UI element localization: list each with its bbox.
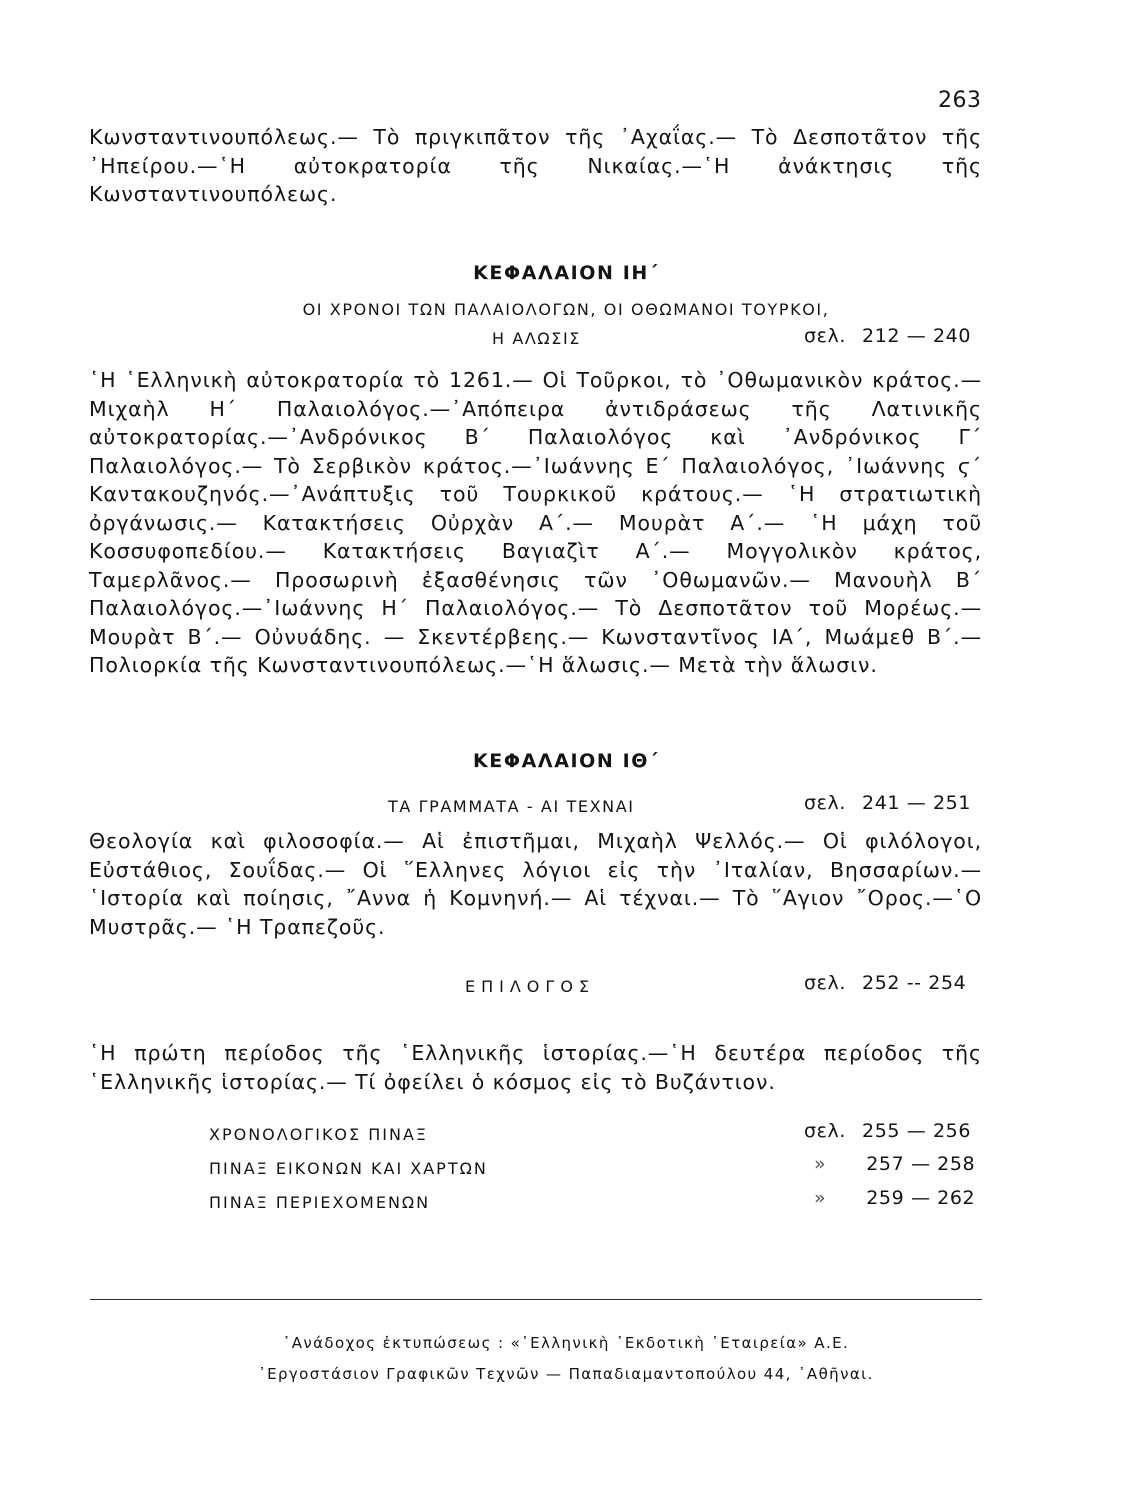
page-number: 263 <box>938 88 982 113</box>
footer-line-1: ᾿Ανάδοχος ἐκτυπώσεως : «῾Ελληνικὴ ᾿Εκδοτικὴ ῾Εταιρεία» Α.Ε. <box>282 1334 850 1352</box>
chapter-18-body-block <box>89 366 982 680</box>
table-row-chronological-page-range: 255 — 256 <box>862 1120 972 1142</box>
chapter-19-page-ref <box>804 792 971 814</box>
table-row-images-page-range: 257 — 258 <box>866 1153 976 1175</box>
footer-line-2: ᾿Εργοστάσιον Γραφικῶν Τεχνῶν — Παπαδιαμαντοπούλου 44, ᾿Αθῆναι. <box>258 1365 874 1383</box>
table-row-contents-page-label: » <box>814 1187 827 1209</box>
chapter-19-page-label: σελ. <box>804 792 846 814</box>
chapter-19-body: Θεολογία καὶ φιλοσοφία.— Αἱ ἐπιστῆμαι, Μιχαὴλ Ψελλός.— Οἱ φιλόλογοι, Εὐστάθιος, Σουΐδας.— Οἱ ῞Ελληνες λόγιοι εἰς τὴν ᾿Ιταλίαν, Βησσαρίων.—῾Ιστορία καὶ ποίησις, ῎Αννα ἡ Κομνηνή.— Αἱ τέχναι.— Τὸ ῞Αγιον ῎Ορος.—῾Ο Μυστρᾶς.— ῾Η Τραπεζοῦς. <box>89 829 982 939</box>
epilogue-page-ref <box>804 972 966 994</box>
chapter-18-subtitle-line2: Η ΑΛΩΣΙΣ <box>492 329 581 348</box>
chapter-19-title: ΚΕΦΑΛΑΙΟΝ ΙΘ΄ <box>472 750 660 772</box>
table-row-contents-label: ΠΙΝΑΞ ΠΕΡΙΕΧΟΜΕΝΩΝ <box>209 1193 431 1212</box>
chapter-19-body-block <box>89 827 982 941</box>
table-row-chronological-ref <box>804 1120 971 1142</box>
chapter-18-subtitle-line1: ΟΙ ΧΡΟΝΟΙ ΤΩΝ ΠΑΛΑΙΟΛΟΓΩΝ, ΟΙ ΟΘΩΜΑΝΟΙ ΤΟΥΡΚΟΙ, <box>302 300 830 319</box>
table-row-chronological-page-label: σελ. <box>804 1120 846 1142</box>
chapter-18-page-ref <box>804 325 971 347</box>
epilogue-page-range: 252 -- 254 <box>862 972 967 994</box>
epilogue-page-label: σελ. <box>804 972 846 994</box>
epilogue-body-block <box>89 1039 982 1096</box>
chapter-18-body: ῾Η ῾Ελληνικὴ αὐτοκρατορία τὸ 1261.— Οἱ Τοῦρκοι, τὸ ᾿Οθωμανικὸν κράτος.— Μιχαὴλ Η΄ Παλαιολόγος.—᾿Απόπειρα ἀντιδράσεως τῆς Λατινικῆς αὐτοκρατορίας.—᾿Ανδρόνικος Β΄ Παλαιολόγος καὶ ᾿Ανδρόνικος Γ΄ Παλαιολόγος.— Τὸ Σερβικὸν κράτος.—᾿Ιωάννης Ε΄ Παλαιολόγος, ᾿Ιωάννης ϛ΄ Καντακουζηνός.—᾿Ανάπτυξις τοῦ Τουρκικοῦ κράτους.— ῾Η στρατιωτικὴ ὀργάνωσις.— Κατακτήσεις Οὐρχὰν Α΄.— Μουρὰτ Α΄.— ῾Η μάχη τοῦ Κοσσυφοπεδίου.— Κατακτήσεις Βαγιαζὶτ Α΄.— Μογγολικὸν κράτος, Ταμερλᾶνος.— Προσωρινὴ ἐξασθένησις τῶν ᾿Οθωμανῶν.— Μανουὴλ Β΄ Παλαιολόγος.—᾿Ιωάννης Η΄ Παλαιολόγος.— Τὸ Δεσποτᾶτον τοῦ Μορέως.— Μουρὰτ Β΄.— Οὐνυάδης. — Σκεντέρβεης.— Κωνσταντῖνος ΙΑ΄, Μωάμεθ Β΄.— Πολιορκία τῆς Κωνσταντινουπόλεως.—῾Η ἅλωσις.— Μετὰ τὴν ἅλωσιν. <box>89 368 982 677</box>
chapter-18-page-label: σελ. <box>804 325 846 347</box>
footer-divider <box>90 1299 982 1300</box>
chapter-19-subtitle: ΤΑ ΓΡΑΜΜΑΤΑ - ΑΙ ΤΕΧΝΑΙ <box>388 797 635 816</box>
epilogue-title: ΕΠΙΛΟΓΟΣ <box>465 977 596 996</box>
table-row-contents-page-range: 259 — 262 <box>866 1187 976 1209</box>
intro-paragraph-block <box>89 123 982 209</box>
table-row-contents-ref <box>814 1187 975 1209</box>
chapter-19-page-range: 241 — 251 <box>862 792 972 814</box>
chapter-18-page-range: 212 — 240 <box>862 325 972 347</box>
chapter-18-title: ΚΕΦΑΛΑΙΟΝ ΙΗ΄ <box>473 262 659 284</box>
table-row-chronological-label: ΧΡΟΝΟΛΟΓΙΚΟΣ ΠΙΝΑΞ <box>209 1125 428 1144</box>
intro-paragraph: Κωνσταντινουπόλεως.— Τὸ πριγκιπᾶτον τῆς ᾿Αχαΐας.— Τὸ Δεσποτᾶτον τῆς ᾿Ηπείρου.—῾Η αὐτοκρατορία τῆς Νικαίας.—῾Η ἀνάκτησις τῆς Κωνσταντινουπόλεως. <box>89 125 982 206</box>
epilogue-body: ῾Η πρώτη περίοδος τῆς ῾Ελληνικῆς ἱστορίας.—῾Η δευτέρα περίοδος τῆς ῾Ελληνικῆς ἱστορίας.— Τί ὀφείλει ὁ κόσμος εἰς τὸ Βυζάντιον. <box>89 1041 982 1094</box>
table-row-images-ref <box>814 1153 975 1175</box>
table-row-images-label: ΠΙΝΑΞ ΕΙΚΟΝΩΝ ΚΑΙ ΧΑΡΤΩΝ <box>209 1159 488 1178</box>
table-row-images-page-label: » <box>814 1153 827 1175</box>
